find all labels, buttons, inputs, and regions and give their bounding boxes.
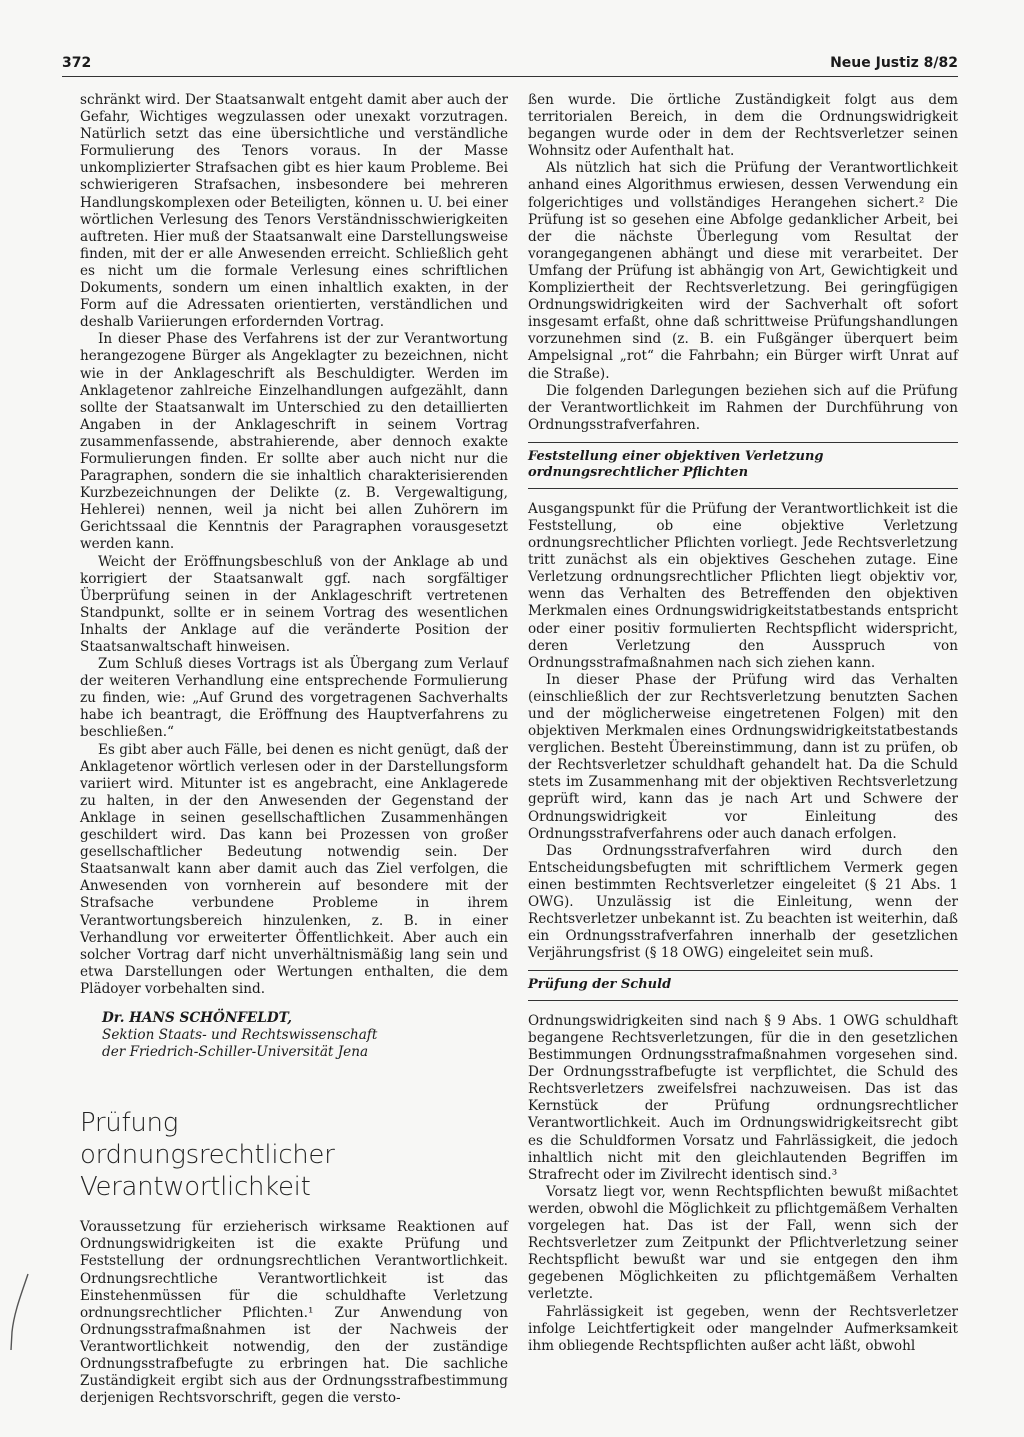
margin-pencil-mark — [8, 1272, 30, 1352]
journal-title: Neue Justiz 8/82 — [830, 55, 958, 71]
section-heading — [528, 970, 958, 1001]
header-rule — [62, 76, 958, 77]
paragraph: Die folgenden Darlegungen beziehen sich auf die Prüfung der Verantwortlichkeit im Rahmen der Durchführung von Ordnungsstrafverfahren. — [528, 382, 958, 433]
paragraph: Voraussetzung für erzieherisch wirksame Reaktionen auf Ordnungswidrigkeiten ist die exakte Prüfung und Feststellung der ordnungsrechtlichen Verantwortlichkeit. Ordnungsrechtliche Verantwortlichkeit ist das Einstehenmüssen für die schuldhafte Verletzung ordnungsrechtlicher Pflichten.¹ Zur Anwendung von Ordnungsstrafmaßnahmen ist der Nachweis der Verantwortlichkeit notwendig, den der zuständige Ordnungsstrafbefugte zu erbringen hat. Die sachliche Zuständigkeit ergibt sich aus der Ordnungsstrafbestimmung derjenigen Rechtsvorschrift, gegen die versto- — [80, 1219, 508, 1407]
paragraph: ßen wurde. Die örtliche Zuständigkeit folgt aus dem territorialen Bereich, in dem die Ordnungswidrigkeit begangen wurde oder in dem der Rechtsverletzer seinen Wohnsitz oder Aufenthalt hat. — [528, 92, 958, 160]
paragraph: Ausgangspunkt für die Prüfung der Verantwortlichkeit ist die Feststellung, ob eine objektive Verletzung ordnungsrechtlicher Pflichten vorliegt. Jede Rechtsverletzung tritt zunächst als ein objektives Geschehen zutage. Eine Verletzung ordnungsrechtlicher Pflichten liegt objektiv vor, wenn das Verhalten des Betreffenden den objektiven Merkmalen eines Ordnungswidrigkeitstatbestands entspricht oder einer positiv formulierten Rechtspflicht widerspricht, deren Verletzung den Ausspruch von Ordnungsstrafmaßnahmen nach sich ziehen kann. — [528, 500, 958, 671]
section-heading — [528, 442, 958, 489]
author-university: der Friedrich-Schiller-Universität Jena — [102, 1044, 369, 1061]
paragraph: In dieser Phase des Verfahrens ist der zur Verantwortung herangezogene Bürger als Angeklagter zu bezeichnen, nicht wie in der Anklageschrift als Beschuldigter. Werden im Anklagetenor zahlreiche Einzelhandlungen aufgezählt, dann sollte der Staatsanwalt im Unterschied zu den detaillierten Angaben in der Anklageschrift in seinem Vortrag zusammenfassende, abstrahierende, aber dennoch exakte Formulierungen finden. Er sollte aber auch nicht nur die Paragraphen, sondern die sie inhaltlich charakterisierenden Kurzbezeichnungen der Delikte (z. B. Vergewaltigung, Hehlerei) nennen, weil ja nicht bei allen Zuhörern im Gerichtssaal die Kenntnis der Paragraphen vorausgesetzt werden kann. — [80, 331, 508, 553]
section-heading-line: Feststellung einer objektiven Verletzung — [528, 448, 824, 464]
article-title-line: Prüfung — [80, 1108, 179, 1139]
paragraph: Als nützlich hat sich die Prüfung der Verantwortlichkeit anhand eines Algorithmus erwiesen, dessen Verwendung ein folgerichtiges und vollständiges Herangehen sichert.² Die Prüfung ist so gesehen eine Abfolge gedanklicher Arbeit, bei der die nächste Überlegung vom Resultat der vorangegangenen abhängt und diese mit verarbeitet. Der Umfang der Prüfung ist abhängig von Art, Gewichtigkeit und Kompliziertheit der Rechtsverletzung. Bei geringfügigen Ordnungswidrigkeiten wird der Sachverhalt oft sofort insgesamt erfaßt, ohne daß schrittweise Prüfungshandlungen vorzunehmen sind (z. B. ein Fußgänger überquert beim Ampelsignal „rot“ die Fahrbahn; ein Bürger wirft Unrat auf die Straße). — [528, 160, 958, 382]
right-column — [528, 92, 958, 1355]
article-title-line: ordnungsrechtlicher Verantwortlichkeit — [80, 1140, 335, 1203]
paragraph: schränkt wird. Der Staatsanwalt entgeht damit aber auch der Gefahr, Wichtiges wegzulassen oder unexakt vorzutragen. Natürlich setzt das eine übersichtliche und verständliche Formulierung des Tenors voraus. In der Masse unkomplizierter Strafsachen gibt es hier kaum Probleme. Bei schwierigeren Strafsachen, insbesondere bei mehreren Handlungskomplexen oder Beteiligten, können u. U. bei einer wörtlichen Verlesung des Tenors Verständnisschwierigkeiten auftreten. Hier muß der Staatsanwalt eine Darstellungsweise finden, mit der er alle Anwesenden erreicht. Schließlich geht es nicht um die formale Verlesung eines schriftlichen Dokuments, sondern um einen inhaltlich exakten, in der Form auf die Adressaten orientierten, verständlichen und deshalb Variierungen erfordernden Vortrag. — [80, 92, 508, 331]
paragraph: Das Ordnungsstrafverfahren wird durch den Entscheidungsbefugten mit schriftlichem Vermerk gegen einen bestimmten Rechtsverletzer eingeleitet (§ 21 Abs. 1 OWG). Unzulässig ist die Einleitung, wenn der Rechtsverletzer unbekannt ist. Zu beachten ist weiterhin, daß ein Ordnungsstrafverfahren innerhalb der gesetzlichen Verjährungsfrist (§ 18 OWG) eingeleitet sein muß. — [528, 842, 958, 962]
section-heading-line: ordnungsrechtlicher Pflichten — [528, 465, 749, 481]
paragraph: Es gibt aber auch Fälle, bei denen es nicht genügt, daß der Anklagetenor wörtlich verlesen oder in der Darstellungsform variiert wird. Mitunter ist es angebracht, eine Anklagerede zu halten, in der den Anwesenden der Gegenstand der Anklage in seinen gesellschaftlichen Zusammenhängen geschildert wird. Das kann bei Prozessen von großer gesellschaftlicher Bedeutung notwendig sein. Der Staatsanwalt kann aber damit auch das Ziel verfolgen, die Anwesenden von vornherein auf besondere mit der Strafsache verbundene Probleme in ihrem Verantwortungsbereich hinzulenken, z. B. in einer Verhandlung vor erweiterter Öffentlichkeit. Aber auch ein solcher Vortrag darf nicht unverhältnismäßig lang sein und etwa Darstellungen oder Wertungen enthalten, die dem Plädoyer vorbehalten sind. — [80, 741, 508, 997]
author-block — [80, 1010, 508, 1061]
paragraph: In dieser Phase der Prüfung wird das Verhalten (einschließlich der zur Rechtsverletzung benutzten Sachen und der möglicherweise eingetretenen Folgen) mit den objektiven Merkmalen eines Ordnungswidrigkeitstatbestands verglichen. Besteht Übereinstimmung, dann ist zu prüfen, ob der Rechtsverletzer schuldhaft gehandelt hat. Da die Schuld stets im Zusammenhang mit der objektiven Rechtsverletzung geprüft wird, kann das je nach Art und Schwere der Ordnungswidrigkeit vor Einleitung des Ordnungsstrafverfahrens oder auch danach erfolgen. — [528, 671, 958, 842]
article-title — [80, 1107, 508, 1203]
page-number: 372 — [62, 55, 92, 71]
left-column — [80, 92, 508, 1407]
author-name: Dr. HANS SCHÖNFELDT, — [102, 1009, 292, 1026]
section-heading-line: Prüfung der Schuld — [528, 977, 672, 993]
paragraph: Ordnungswidrigkeiten sind nach § 9 Abs. 1 OWG schuldhaft begangene Rechtsverletzungen, für die in den gesetzlichen Bestimmungen Ordnungsstrafmaßnahmen vorgesehen sind. Der Ordnungsstrafbefugte ist verpflichtet, die Schuld des Rechtsverletzers zweifelsfrei nachzuweisen. Das ist das Kernstück der Prüfung ordnungsrechtlicher Verantwortlichkeit. Auch im Ordnungswidrigkeitsrecht gibt es die Schuldformen Vorsatz und Fahrlässigkeit, die jedoch inhaltlich nicht mit den gleichlautenden Begriffen im Strafrecht oder im Zivilrecht identisch sind.³ — [528, 1012, 958, 1183]
paragraph: Weicht der Eröffnungsbeschluß von der Anklage ab und korrigiert der Staatsanwalt ggf. nach sorgfältiger Überprüfung seinen in der Anklageschrift vertretenen Standpunkt, sollte er in seinem Vortrag des wesentlichen Inhalts der Anklage auf die veränderte Position der Staatsanwaltschaft hinweisen. — [80, 553, 508, 655]
paragraph: Zum Schluß dieses Vortrags ist als Übergang zum Verlauf der weiteren Verhandlung eine entsprechende Formulierung zu finden, wie: „Auf Grund des vorgetragenen Sachverhalts habe ich beantragt, die Eröffnung des Hauptverfahrens zu beschließen.“ — [80, 656, 508, 741]
paragraph: Vorsatz liegt vor, wenn Rechtspflichten bewußt mißachtet werden, obwohl die Möglichkeit zu pflichtgemäßem Verhalten vorgelegen hat. Das ist der Fall, wenn sich der Rechtsverletzer zum Zeitpunkt der Pflichtverletzung seiner Rechtspflicht bewußt war und sie entgegen den ihm gegebenen Möglichkeiten zu pflichtgemäßem Verhalten verletzte. — [528, 1183, 958, 1303]
paragraph: Fahrlässigkeit ist gegeben, wenn der Rechtsverletzer infolge Leichtfertigkeit oder mangelnder Aufmerksamkeit ihm obliegende Rechtspflichten außer acht läßt, obwohl — [528, 1303, 958, 1354]
author-affiliation: Sektion Staats- und Rechtswissenschaft — [102, 1027, 378, 1044]
